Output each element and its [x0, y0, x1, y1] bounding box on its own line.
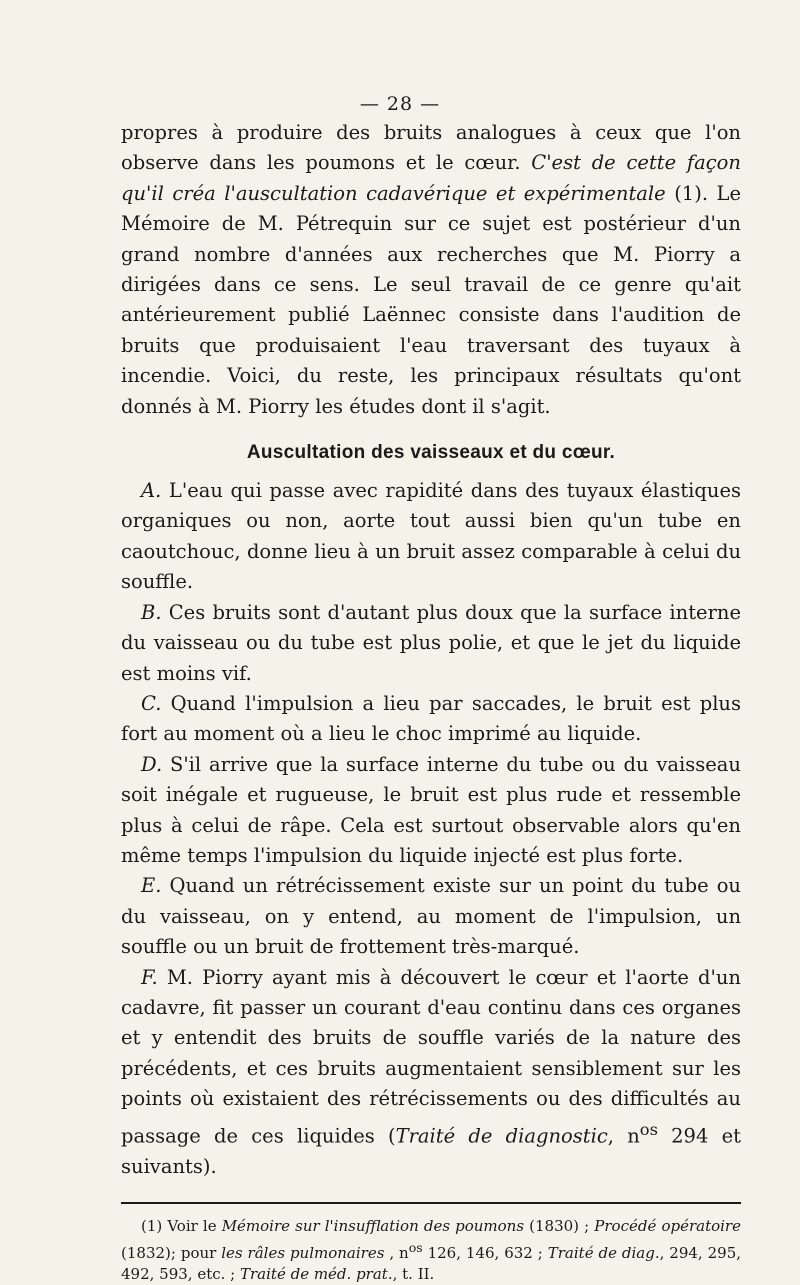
- page-body: [121, 118, 741, 1285]
- fn-text-5: 126, 146, 632 ;: [422, 1243, 548, 1262]
- fn-italic-2: Procédé opératoire: [594, 1216, 741, 1235]
- item-d: [121, 750, 741, 872]
- item-f-text-3: 294 et suivants).: [121, 1124, 741, 1178]
- item-f: [121, 963, 741, 1182]
- fn-text-4: , n: [384, 1243, 409, 1262]
- item-text: Ces bruits sont d'autant plus doux que la surface interne du vaisseau ou du tube est plus polie, et que le jet du liquide est moins vif.: [121, 600, 741, 685]
- fn-text-6: , 294, 295, 492, 593, etc. ;: [121, 1243, 742, 1283]
- item-f-italic: Traité de diagnostic: [395, 1124, 608, 1148]
- fn-italic-3: les râles pulmonaires: [221, 1243, 385, 1262]
- item-f-sup: os: [639, 1119, 658, 1139]
- item-text: Quand l'impulsion a lieu par saccades, le bruit est plus fort au moment où a lieu le choc imprimé au liquide.: [121, 691, 741, 746]
- item-c: [121, 689, 741, 750]
- section-title: Auscultation des vaisseaux et du cœur.: [246, 442, 616, 464]
- fn-sup: os: [408, 1239, 423, 1255]
- fn-text-7: , t. II.: [392, 1264, 435, 1283]
- fn-text-3: (1832); pour: [121, 1243, 222, 1262]
- item-text: S'il arrive que la surface interne du tube ou du vaisseau soit inégale et rugueuse, le bruit est plus rude et ressemble plus à celui de râpe. Cela est surtout observable alors qu'en même temps l'impulsion du liquide injecté est plus forte.: [121, 752, 741, 867]
- item-b: [121, 598, 741, 689]
- item-a: [121, 476, 741, 598]
- item-letter: E.: [141, 874, 162, 898]
- item-f-text-1: M. Piorry ayant mis à découvert le cœur et l'aorte d'un cadavre, fit passer un courant d'eau continu dans ces organes et y entendit des bruits de souffle variés de la nature des précédents, et ces bruits augmentaient sensiblement sur les points où existaient des rétrécissements ou des difficultés au passage de ces liquides (: [121, 965, 741, 1148]
- footnote-divider: [121, 1202, 741, 1204]
- footnote: [121, 1216, 741, 1285]
- fn-italic-1: Mémoire sur l'insufflation des poumons: [221, 1216, 525, 1235]
- item-letter: A.: [141, 479, 162, 503]
- intro-paragraph: [121, 118, 741, 422]
- item-f-text-2: , n: [607, 1124, 640, 1148]
- item-letter: B.: [141, 600, 162, 624]
- page-number: — 28 —: [359, 93, 441, 115]
- fn-italic-4: Traité de diag.: [547, 1243, 660, 1262]
- item-e: [121, 871, 741, 962]
- fn-italic-5: Traité de méd. prat.: [240, 1264, 393, 1283]
- fn-text-2: (1830) ;: [524, 1216, 595, 1235]
- item-text: L'eau qui passe avec rapidité dans des tuyaux élastiques organiques ou non, aorte tout aussi bien qu'un tube en caoutchouc, donne lieu à un bruit assez comparable à celui du souffle.: [121, 479, 741, 594]
- item-text: Quand un rétrécissement existe sur un point du tube ou du vaisseau, on y entend, au moment de l'impulsion, un souffle ou un bruit de frottement très-marqué.: [121, 874, 741, 959]
- intro-italic: C'est de cette façon qu'il créa l'auscultation cadavérique et expérimentale: [121, 151, 741, 205]
- item-letter: C.: [141, 691, 162, 715]
- item-letter: F.: [141, 965, 158, 989]
- fn-text-1: (1) Voir le: [141, 1216, 222, 1235]
- intro-text-2: (1). Le Mémoire de M. Pétrequin sur ce sujet est postérieur d'un grand nombre d'années aux recherches que M. Piorry a dirigées dans ce sens. Le seul travail de ce genre qu'ait antérieurement publié Laënnec consiste dans l'audition de bruits que produisaient l'eau traversant des tuyaux à incendie. Voici, du reste, les principaux résultats qu'ont donnés à M. Piorry les études dont il s'agit.: [121, 181, 741, 418]
- intro-text-1: propres à produire des bruits analogues à ceux que l'on observe dans les poumons et le cœur.: [121, 121, 741, 175]
- item-letter: D.: [141, 752, 163, 776]
